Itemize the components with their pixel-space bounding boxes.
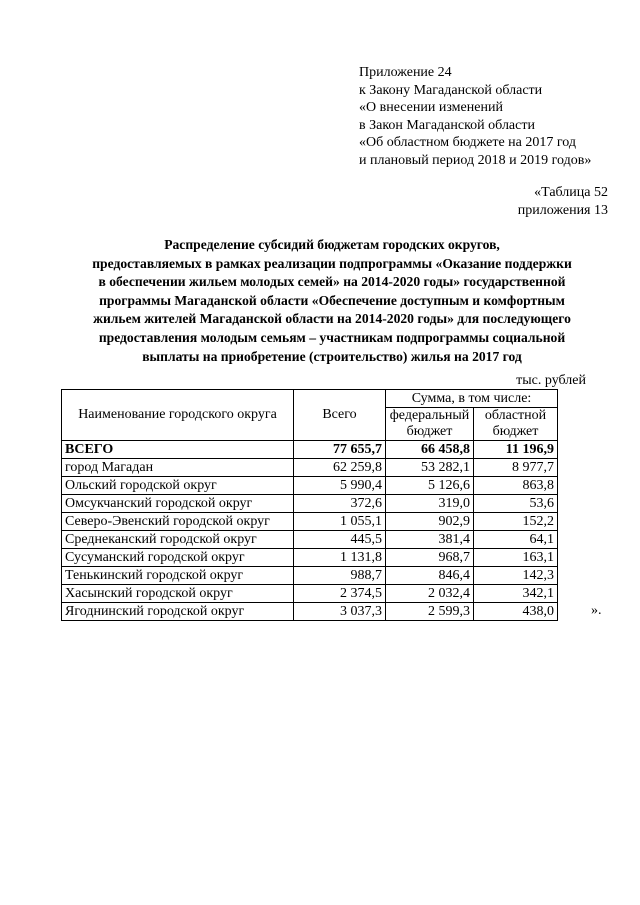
header-federal-line: бюджет	[406, 424, 453, 439]
header-federal-line: федеральный	[389, 408, 470, 423]
district-name: Ягоднинский городской округ	[62, 603, 294, 621]
title-line: программы Магаданской области «Обеспечение доступным и комфортным	[99, 292, 565, 308]
title-line: жильем жителей Магаданской области на 2014-2020 годы» для последующего	[93, 311, 571, 327]
appendix-line: к Закону Магаданской области	[359, 82, 543, 98]
title-line: в обеспечении жильем молодых семей» на 2014-2020 годы» государственной	[98, 274, 566, 290]
regional-amount: 342,1	[474, 585, 558, 603]
subsidy-table	[61, 389, 558, 621]
total-amount: 62 259,8	[294, 459, 386, 477]
regional-amount: 11 196,9	[474, 441, 558, 459]
total-amount: 372,6	[294, 495, 386, 513]
appendix-line: Приложение 24	[359, 65, 452, 80]
units-label: тыс. рублей	[516, 373, 586, 388]
federal-amount: 5 126,6	[386, 477, 474, 495]
regional-amount: 863,8	[474, 477, 558, 495]
document-title	[56, 236, 608, 366]
table-row	[62, 459, 558, 477]
federal-amount: 53 282,1	[386, 459, 474, 477]
total-amount: 77 655,7	[294, 441, 386, 459]
district-name: Тенькинский городской округ	[62, 567, 294, 585]
header-including: Сумма, в том числе:	[386, 390, 558, 408]
table-row	[62, 477, 558, 495]
header-row	[62, 390, 558, 408]
federal-amount: 902,9	[386, 513, 474, 531]
regional-amount: 53,6	[474, 495, 558, 513]
appendix-line: «Об областном бюджете на 2017 год	[359, 135, 576, 151]
district-name: ВСЕГО	[62, 441, 294, 459]
total-amount: 988,7	[294, 567, 386, 585]
closing-quote: ».	[591, 603, 602, 618]
table-row	[62, 495, 558, 513]
total-amount: 3 037,3	[294, 603, 386, 621]
district-name: Среднеканский городской округ	[62, 531, 294, 549]
appendix-line: в Закон Магаданской области	[359, 117, 535, 133]
appendix-line: и плановый период 2018 и 2019 годов»	[359, 152, 592, 168]
total-amount: 1 055,1	[294, 513, 386, 531]
federal-amount: 319,0	[386, 495, 474, 513]
total-amount: 5 990,4	[294, 477, 386, 495]
regional-amount: 152,2	[474, 513, 558, 531]
regional-amount: 64,1	[474, 531, 558, 549]
total-amount: 1 131,8	[294, 549, 386, 567]
header-regional-budget	[474, 408, 558, 441]
federal-amount: 968,7	[386, 549, 474, 567]
district-name: Ольский городской округ	[62, 477, 294, 495]
title-line: предоставляемых в рамках реализации подпрограммы «Оказание поддержки	[92, 255, 572, 271]
federal-amount: 2 032,4	[386, 585, 474, 603]
federal-amount: 66 458,8	[386, 441, 474, 459]
header-federal-budget	[386, 408, 474, 441]
table-row	[62, 585, 558, 603]
federal-amount: 2 599,3	[386, 603, 474, 621]
table-row	[62, 603, 558, 621]
table-reference	[518, 184, 608, 220]
federal-amount: 846,4	[386, 567, 474, 585]
header-district-name: Наименование городского округа	[62, 390, 294, 441]
appendix-number: приложения 13	[517, 203, 608, 218]
district-name: Хасынский городской округ	[62, 585, 294, 603]
header-regional-line: бюджет	[492, 424, 539, 439]
district-name: Сусуманский городской округ	[62, 549, 294, 567]
district-name: Северо-Эвенский городской округ	[62, 513, 294, 531]
total-amount: 2 374,5	[294, 585, 386, 603]
table-number: «Таблица 52	[534, 185, 608, 200]
federal-amount: 381,4	[386, 531, 474, 549]
table-row	[62, 567, 558, 585]
district-name: город Магадан	[62, 459, 294, 477]
regional-amount: 142,3	[474, 567, 558, 585]
regional-amount: 8 977,7	[474, 459, 558, 477]
table-row	[62, 513, 558, 531]
title-line: выплаты на приобретение (строительство) жилья на 2017 год	[142, 348, 522, 364]
total-row	[62, 441, 558, 459]
regional-amount: 438,0	[474, 603, 558, 621]
title-line: предоставления молодым семьям – участникам подпрограммы социальной	[98, 329, 566, 345]
title-line: Распределение субсидий бюджетам городских округов,	[164, 237, 500, 252]
district-name: Омсукчанский городской округ	[62, 495, 294, 513]
header-regional-line: областной	[484, 408, 547, 423]
table-row	[62, 549, 558, 567]
appendix-line: «О внесении изменений	[359, 100, 503, 116]
total-amount: 445,5	[294, 531, 386, 549]
header-total: Всего	[294, 390, 386, 441]
appendix-reference	[359, 64, 591, 170]
regional-amount: 163,1	[474, 549, 558, 567]
table-row	[62, 531, 558, 549]
